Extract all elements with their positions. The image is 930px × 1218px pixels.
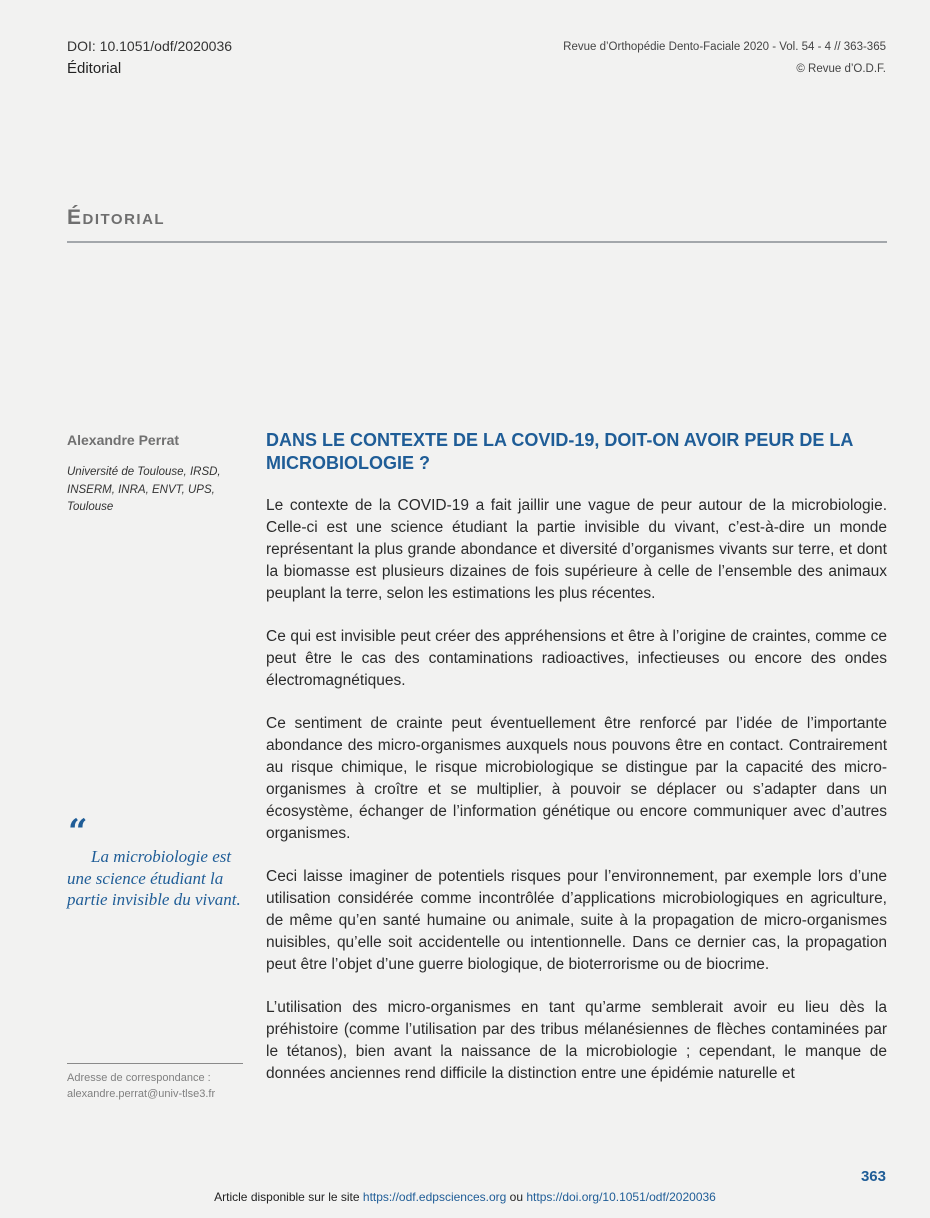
correspondence-email[interactable]: alexandre.perrat@univ-tlse3.fr (67, 1087, 216, 1100)
correspondence-label: Adresse de correspondance : (67, 1072, 211, 1084)
footer-prefix: Article disponible sur le site (214, 1190, 360, 1204)
section-label: Éditorial (67, 60, 122, 77)
correspondence (67, 1071, 257, 1102)
footer-conjunction: ou (509, 1190, 524, 1204)
footer-link-edp[interactable]: https://odf.edpsciences.org (362, 1190, 507, 1204)
journal-reference: Revue d’Orthopédie Dento-Faciale 2020 - Vol. 54 - 4 // 363-365 (563, 41, 886, 53)
footer (0, 1190, 930, 1204)
pull-quote: La microbiologie est une science étudiant la partie invisible du vivant. (67, 847, 241, 909)
heading-rule (67, 241, 887, 243)
correspondence-rule (67, 1063, 243, 1064)
page-number: 363 (860, 1168, 886, 1185)
body-paragraph: Ce qui est invisible peut créer des appréhensions et être à l’origine de craintes, comme ce peut être le cas des contaminations radioactives, infectieuses ou encore des ondes électromagnétiques. (266, 628, 887, 689)
quote-mark-icon: “ (68, 812, 88, 852)
body-paragraph: L’utilisation des micro-organismes en tant qu’arme semblerait avoir eu lieu dès la préhistoire (comme l’utilisation par des tribus mélanésiennes de flèches contaminées par le tétanos), bien avant la naissance de la microbiologie ; cependant, le manque de données anciennes rend difficile la distinction entre une épidémie naturelle et (266, 999, 887, 1082)
footer-link-doi[interactable]: https://doi.org/10.1051/odf/2020036 (526, 1190, 716, 1204)
body-paragraph: Ce sentiment de crainte peut éventuellement être renforcé par l’idée de l’importante abondance des micro-organismes auxquels nous pouvons être en contact. Contrairement au risque chimique, le risque microbiologique se distingue par la capacité des micro-organismes à croître et se multiplier, à pouvoir se déplacer ou s’adapter dans un écosystème, échanger de l’information génétique ou encore communiquer avec d’autres organismes. (266, 715, 887, 842)
article-title: DANS LE CONTEXTE DE LA COVID-19, DOIT-ON AVOIR PEUR DE LA MICROBIOLOGIE ? (266, 430, 853, 473)
body-paragraph: Le contexte de la COVID-19 a fait jaillir une vague de peur autour de la microbiologie. Celle-ci est une science étudiant la partie invisible du vivant, c’est-à-dire un monde représentant la plus grande abondance et diversité d’organismes vivants sur terre, et dont la biomasse est plusieurs dizaines de fois supérieure à celle de l’ensemble des animaux peuplant la terre, selon les estimations les plus récentes. (266, 497, 887, 602)
editorial-heading: Éditorial (67, 206, 166, 229)
article-body (266, 495, 887, 1106)
doi: DOI: 10.1051/odf/2020036 (67, 38, 233, 54)
copyright: © Revue d’O.D.F. (796, 63, 886, 75)
author-name: Alexandre Perrat (67, 432, 180, 448)
body-paragraph: Ceci laisse imaginer de potentiels risques pour l’environnement, par exemple lors d’une utilisation considérée comme incontrôlée d’applications microbiologiques en agriculture, de même qu’en santé humaine ou animale, suite à la propagation de micro-organismes nuisibles, qu’elle soit accidentelle ou intentionnelle. Dans ce dernier cas, la propagation peut être l’objet d’une guerre biologique, de bioterrorisme ou de biocrime. (266, 868, 887, 973)
author-affiliation: Université de Toulouse, IRSD, INSERM, INRA, ENVT, UPS, Toulouse (67, 466, 221, 513)
